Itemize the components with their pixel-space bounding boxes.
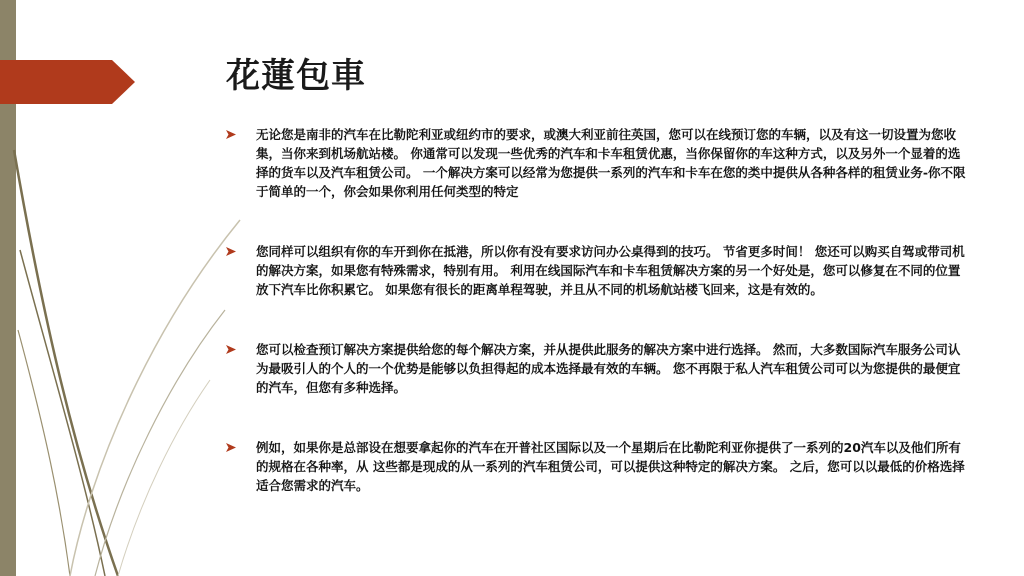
bullet-text: 无论您是南非的汽车在比勒陀利亚或纽约市的要求，或澳大利亚前往英国，您可以在线预订您的车辆，以及有这一切设置为您收集，当你来到机场航站楼。 你通常可以发现一些优秀的汽车和卡车租赁优惠，当你保留你的车这种方式，以及另外一个显着的选择的货车以及汽车租赁公司。 一个解决方案可以经常为您提供一系列的汽车和卡车在您的类中提供从各种各样的租赁业务-你不限于简单的一个，你会如果你利用任何类型的特定 — [256, 127, 966, 199]
slide-title: 花蓮包車 — [226, 56, 366, 96]
bullet-item — [226, 125, 966, 201]
bullet-text: 您可以检查预订解决方案提供给您的每个解决方案，并从提供此服务的解决方案中进行选择。 然而，大多数国际汽车服务公司认为最吸引人的个人的一个优势是能够以负担得起的成本选择最有效的车辆。 您不再限于私人汽车租赁公司可以为您提供的最便宜的汽车，但您有多种选择。 — [256, 342, 961, 395]
bullet-text: 例如，如果你是总部设在想要拿起你的汽车在开普社区国际以及一个星期后在比勒陀利亚你提供了一系列的20汽车以及他们所有的规格在各种率，从 这些都是现成的从一系列的汽车租赁公司，可以提供这种特定的解决方案。 之后，您可以以最低的价格选择适合您需求的汽车。 — [256, 440, 965, 493]
arrow-bullet-icon — [226, 130, 236, 139]
bullet-item — [226, 340, 966, 397]
bullet-list — [226, 125, 966, 536]
bullet-text: 您同样可以组织有你的车开到你在抵港，所以你有没有要求访问办公桌得到的技巧。 节省更多时间！ 您还可以购买自驾或带司机的解决方案，如果您有特殊需求，特别有用。 利用在线国际汽车和卡车租赁解决方案的另一个好处是，您可以修复在不同的位置放下汽车比你积累它。 如果您有很长的距离单程驾驶，并且从不同的机场航站楼飞回来，这是有效的。 — [256, 244, 965, 297]
arrow-bullet-icon — [226, 247, 236, 256]
arrow-bullet-icon — [226, 443, 236, 452]
bullet-item — [226, 242, 966, 299]
title-banner-arrow — [0, 60, 135, 104]
arrow-bullet-icon — [226, 345, 236, 354]
bullet-item — [226, 438, 966, 495]
